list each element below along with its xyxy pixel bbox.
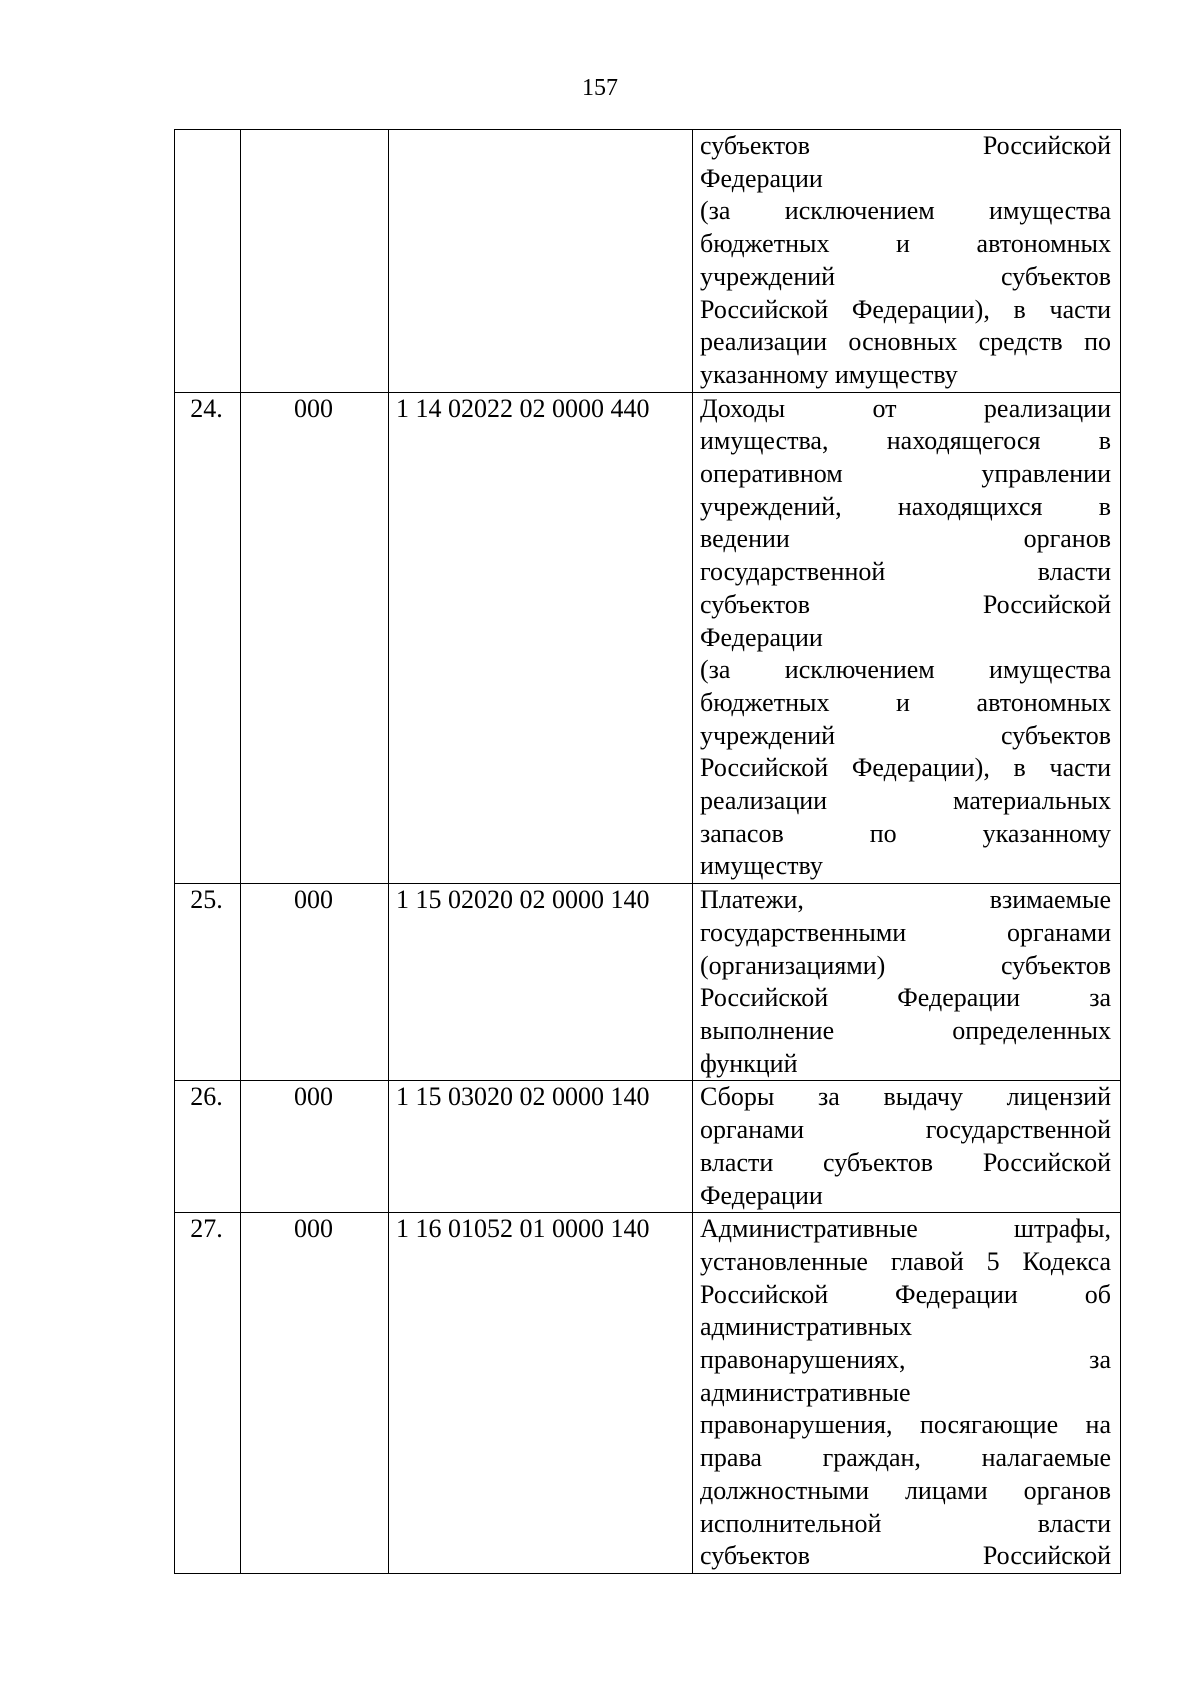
- revenue-name-line: правонарушения, посягающие на: [700, 1410, 1111, 1440]
- revenue-name-line: ведении органов: [700, 524, 1111, 554]
- revenue-name-line: субъектов Российской: [700, 589, 1111, 619]
- revenue-name-line: Российской Федерации за: [700, 983, 1111, 1013]
- revenue-name-line: Федерации: [700, 163, 823, 193]
- budget-code-cell: 1 15 02020 02 0000 140: [389, 884, 693, 1081]
- table-row: [175, 392, 1121, 884]
- revenue-name-line: запасов по указанному: [700, 818, 1111, 848]
- revenue-name-line: учреждений субъектов: [700, 720, 1111, 750]
- revenue-name-line: Сборы за выдачу лицензий: [700, 1082, 1111, 1112]
- revenue-name-line: реализации основных средств по: [700, 327, 1111, 357]
- revenue-name-cell: [693, 884, 1121, 1081]
- revenue-name-line: оперативном управлении: [700, 459, 1111, 489]
- revenue-name-line: указанному имуществу: [700, 359, 958, 389]
- revenue-name-line: функций: [700, 1048, 798, 1078]
- revenue-name-line: бюджетных и автономных: [700, 229, 1111, 259]
- revenue-name-line: правонарушениях, за: [700, 1345, 1111, 1375]
- revenue-name-line: Доходы от реализации: [700, 393, 1111, 423]
- table-row: [175, 130, 1121, 393]
- revenue-name-line: исполнительной власти: [700, 1508, 1111, 1538]
- revenue-name-line: имуществу: [700, 851, 823, 881]
- table-row: [175, 1213, 1121, 1574]
- revenue-name-line: учреждений, находящихся в: [700, 491, 1111, 521]
- revenue-name-line: государственной власти: [700, 557, 1111, 587]
- revenue-name-line: установленные главой 5 Кодекса: [700, 1246, 1111, 1276]
- revenue-name-line: имущества, находящегося в: [700, 426, 1111, 456]
- revenue-name-line: Платежи, взимаемые: [700, 885, 1111, 915]
- budget-code-cell: [389, 130, 693, 393]
- revenue-name-line: реализации материальных: [700, 786, 1111, 816]
- revenue-name-line: бюджетных и автономных: [700, 687, 1111, 717]
- admin-code-cell: 000: [241, 1213, 389, 1574]
- row-number-cell: [175, 130, 241, 393]
- revenue-name-line: права граждан, налагаемые: [700, 1443, 1111, 1473]
- row-number-cell: 24.: [175, 392, 241, 884]
- revenue-name-line: Российской Федерации), в части: [700, 753, 1111, 783]
- row-number-cell: 26.: [175, 1081, 241, 1213]
- revenue-name-line: субъектов Российской: [700, 1541, 1111, 1571]
- revenue-name-line: Российской Федерации об: [700, 1279, 1111, 1309]
- budget-code-cell: 1 14 02022 02 0000 440: [389, 392, 693, 884]
- revenue-name-cell: [693, 1081, 1121, 1213]
- admin-code-cell: 000: [241, 392, 389, 884]
- row-number-cell: 25.: [175, 884, 241, 1081]
- table-row: [175, 884, 1121, 1081]
- revenue-name-line: Российской Федерации), в части: [700, 294, 1111, 324]
- budget-code-cell: 1 15 03020 02 0000 140: [389, 1081, 693, 1213]
- revenue-name-line: Федерации: [700, 1180, 823, 1210]
- revenue-name-line: административных: [700, 1312, 912, 1342]
- row-number-cell: 27.: [175, 1213, 241, 1574]
- table-row: [175, 1081, 1121, 1213]
- page-number: 157: [582, 75, 618, 101]
- revenue-name-line: должностными лицами органов: [700, 1475, 1111, 1505]
- admin-code-cell: 000: [241, 884, 389, 1081]
- revenue-name-line: органами государственной: [700, 1115, 1111, 1145]
- revenue-name-line: субъектов Российской: [700, 131, 1111, 160]
- budget-code-cell: 1 16 01052 01 0000 140: [389, 1213, 693, 1574]
- revenue-name-line: административные: [700, 1377, 911, 1407]
- revenue-name-line: учреждений субъектов: [700, 261, 1111, 291]
- revenue-name-cell: [693, 392, 1121, 884]
- table-body: [175, 130, 1121, 1574]
- revenue-name-line: (организациями) субъектов: [700, 950, 1111, 980]
- revenue-name-line: Федерации: [700, 622, 823, 652]
- revenue-name-line: государственными органами: [700, 917, 1111, 947]
- revenue-name-line: (за исключением имущества: [700, 655, 1111, 685]
- admin-code-cell: [241, 130, 389, 393]
- revenue-name-cell: [693, 1213, 1121, 1574]
- revenue-name-line: Административные штрафы,: [700, 1214, 1111, 1244]
- revenue-name-line: власти субъектов Российской: [700, 1147, 1111, 1177]
- revenue-name-line: выполнение определенных: [700, 1015, 1111, 1045]
- revenue-name-line: (за исключением имущества: [700, 196, 1111, 226]
- revenue-name-cell: [693, 130, 1121, 393]
- budget-revenue-table: [174, 129, 1121, 1574]
- admin-code-cell: 000: [241, 1081, 389, 1213]
